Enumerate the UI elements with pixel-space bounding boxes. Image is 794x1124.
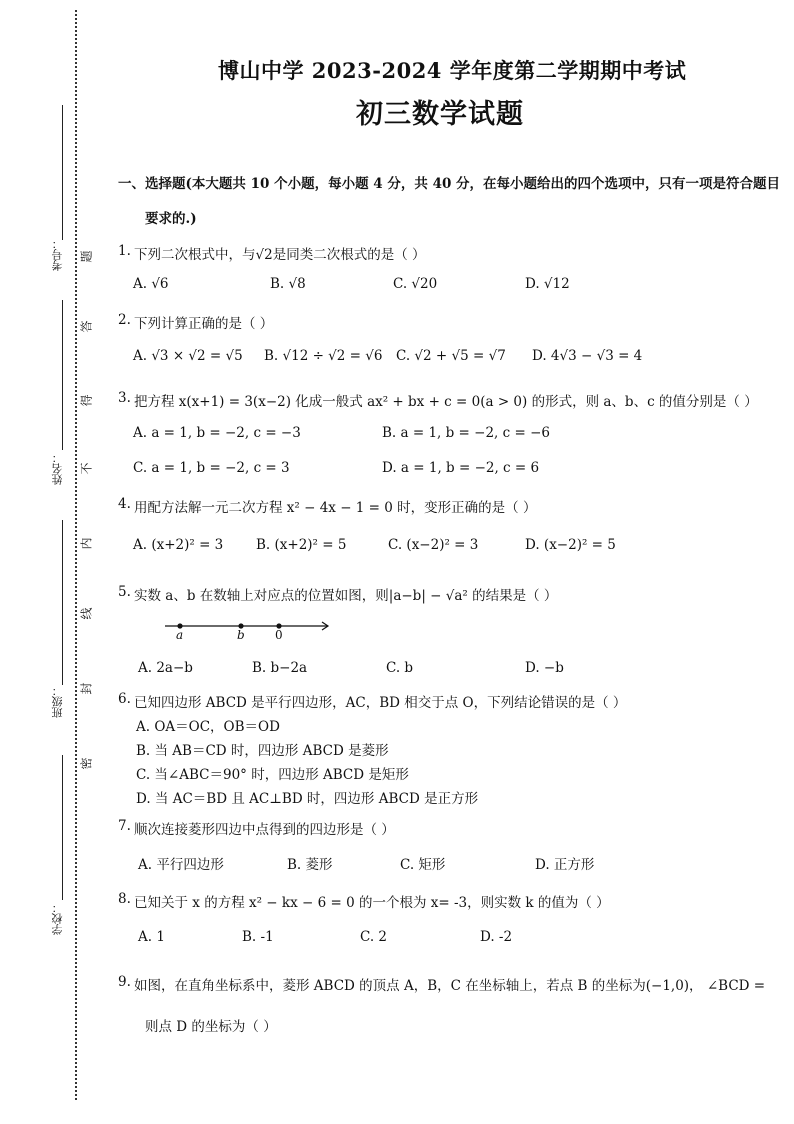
binding-dotted-line [75,10,77,1100]
question-4-option-a: A. (x+2)² = 3 [133,537,224,553]
question-4-option-d: D. (x−2)² = 5 [525,537,616,553]
question-6-option-d: D. 当 AC＝BD 且 AC⊥BD 时，四边形 ABCD 是正方形 [136,791,479,807]
number-line-label-a: a [176,628,184,642]
question-4-number: 4. [118,496,131,512]
question-6-option-a: A. OA＝OC，OB＝OD [136,719,280,735]
question-7-option-d: D. 正方形 [535,857,595,873]
question-9-stem: 如图，在直角坐标系中，菱形 ABCD 的顶点 A，B，C 在坐标轴上，若点 B 的坐标为(−1,0)， ∠BCD = [134,978,766,994]
question-3-option-a: A. a = 1, b = −2, c = −3 [133,425,301,441]
question-1-number: 1. [118,243,131,259]
question-1-option-d: D. √12 [525,276,570,292]
question-1-option-c: C. √20 [393,276,438,292]
question-7-stem: 顺次连接菱形四边中点得到的四边形是（ ） [134,822,395,838]
seal-char-7: 封 [79,682,94,695]
question-2-option-b: B. √12 ÷ √2 = √6 [264,348,383,364]
seal-char-5: 内 [79,537,94,550]
question-3-option-d: D. a = 1, b = −2, c = 6 [382,460,540,476]
seal-char-3: 得 [79,394,94,407]
question-8-stem: 已知关于 x 的方程 x² − kx − 6 = 0 的一个根为 x= -3，则实数 k 的值为（ ） [134,895,610,911]
seal-char-1: 题 [79,250,94,263]
question-5-option-a: A. 2a−b [138,660,193,676]
section-heading-line2: 要求的.) [145,211,197,227]
question-3-stem: 把方程 x(x+1) = 3(x−2) 化成一般式 ax² + bx + c = 0(a > 0) 的形式，则 a、b、c 的值分别是（ ） [134,394,758,410]
exam-title: 博山中学 2023-2024 学年度第二学期期中考试 [218,58,687,83]
name-label: 姓名： [51,452,64,485]
class-label: 班级： [51,685,64,718]
question-5-stem: 实数 a、b 在数轴上对应点的位置如图，则|a−b| − √a² 的结果是（ ） [134,588,558,604]
question-2-option-d: D. 4√3 − √3 = 4 [532,348,643,364]
question-5-option-b: B. b−2a [252,660,308,676]
seal-char-6: 线 [79,607,94,620]
question-2-option-c: C. √2 + √5 = √7 [396,348,506,364]
question-8-option-d: D. -2 [480,929,513,945]
question-7-number: 7. [118,818,131,834]
question-9-stem-line2: 则点 D 的坐标为（ ） [145,1019,277,1035]
question-4-option-c: C. (x−2)² = 3 [388,537,479,553]
question-1-stem: 下列二次根式中，与√2是同类二次根式的是（ ） [134,247,426,263]
seal-char-4: 不 [79,462,94,475]
question-3-number: 3. [118,390,131,406]
name-line [62,300,63,450]
question-7-option-c: C. 矩形 [400,857,446,873]
question-8-option-a: A. 1 [138,929,165,945]
question-4-option-b: B. (x+2)² = 5 [256,537,347,553]
question-2-stem: 下列计算正确的是（ ） [134,316,274,332]
question-5-option-d: D. −b [525,660,564,676]
seal-char-2: 答 [79,320,94,333]
number-line-label-zero: 0 [275,628,283,642]
question-8-option-b: B. -1 [242,929,274,945]
school-label: 学校： [51,902,64,935]
question-8-number: 8. [118,891,131,907]
question-6-option-c: C. 当∠ABC＝90° 时，四边形 ABCD 是矩形 [136,767,409,783]
number-line-figure [160,618,335,642]
question-3-option-c: C. a = 1, b = −2, c = 3 [133,460,290,476]
question-7-option-a: A. 平行四边形 [138,857,224,873]
question-9-number: 9. [118,974,131,990]
exam-subtitle: 初三数学试题 [356,99,524,130]
question-8-option-c: C. 2 [360,929,388,945]
question-1-option-b: B. √8 [270,276,306,292]
question-2-option-a: A. √3 × √2 = √5 [133,348,243,364]
question-1-option-a: A. √6 [133,276,169,292]
number-line-label-b: b [237,628,245,642]
question-6-stem: 已知四边形 ABCD 是平行四边形，AC，BD 相交于点 O，下列结论错误的是（ ） [134,695,627,711]
question-3-option-b: B. a = 1, b = −2, c = −6 [382,425,550,441]
question-6-number: 6. [118,691,131,707]
question-2-number: 2. [118,312,131,328]
exam-number-line [62,105,63,240]
class-line [62,520,63,685]
section-heading-line1: 一、选择题(本大题共 10 个小题，每小题 4 分，共 40 分，在每小题给出的四个选项中，只有一项是符合题目 [118,176,781,192]
question-6-option-b: B. 当 AB＝CD 时，四边形 ABCD 是菱形 [136,743,389,759]
question-5-number: 5. [118,584,131,600]
seal-char-8: 密 [79,757,94,770]
school-line [62,755,63,900]
question-5-option-c: C. b [386,660,414,676]
exam-number-label: 考号： [51,238,64,271]
question-7-option-b: B. 菱形 [287,857,333,873]
question-4-stem: 用配方法解一元二次方程 x² − 4x − 1 = 0 时，变形正确的是（ ） [134,500,537,516]
